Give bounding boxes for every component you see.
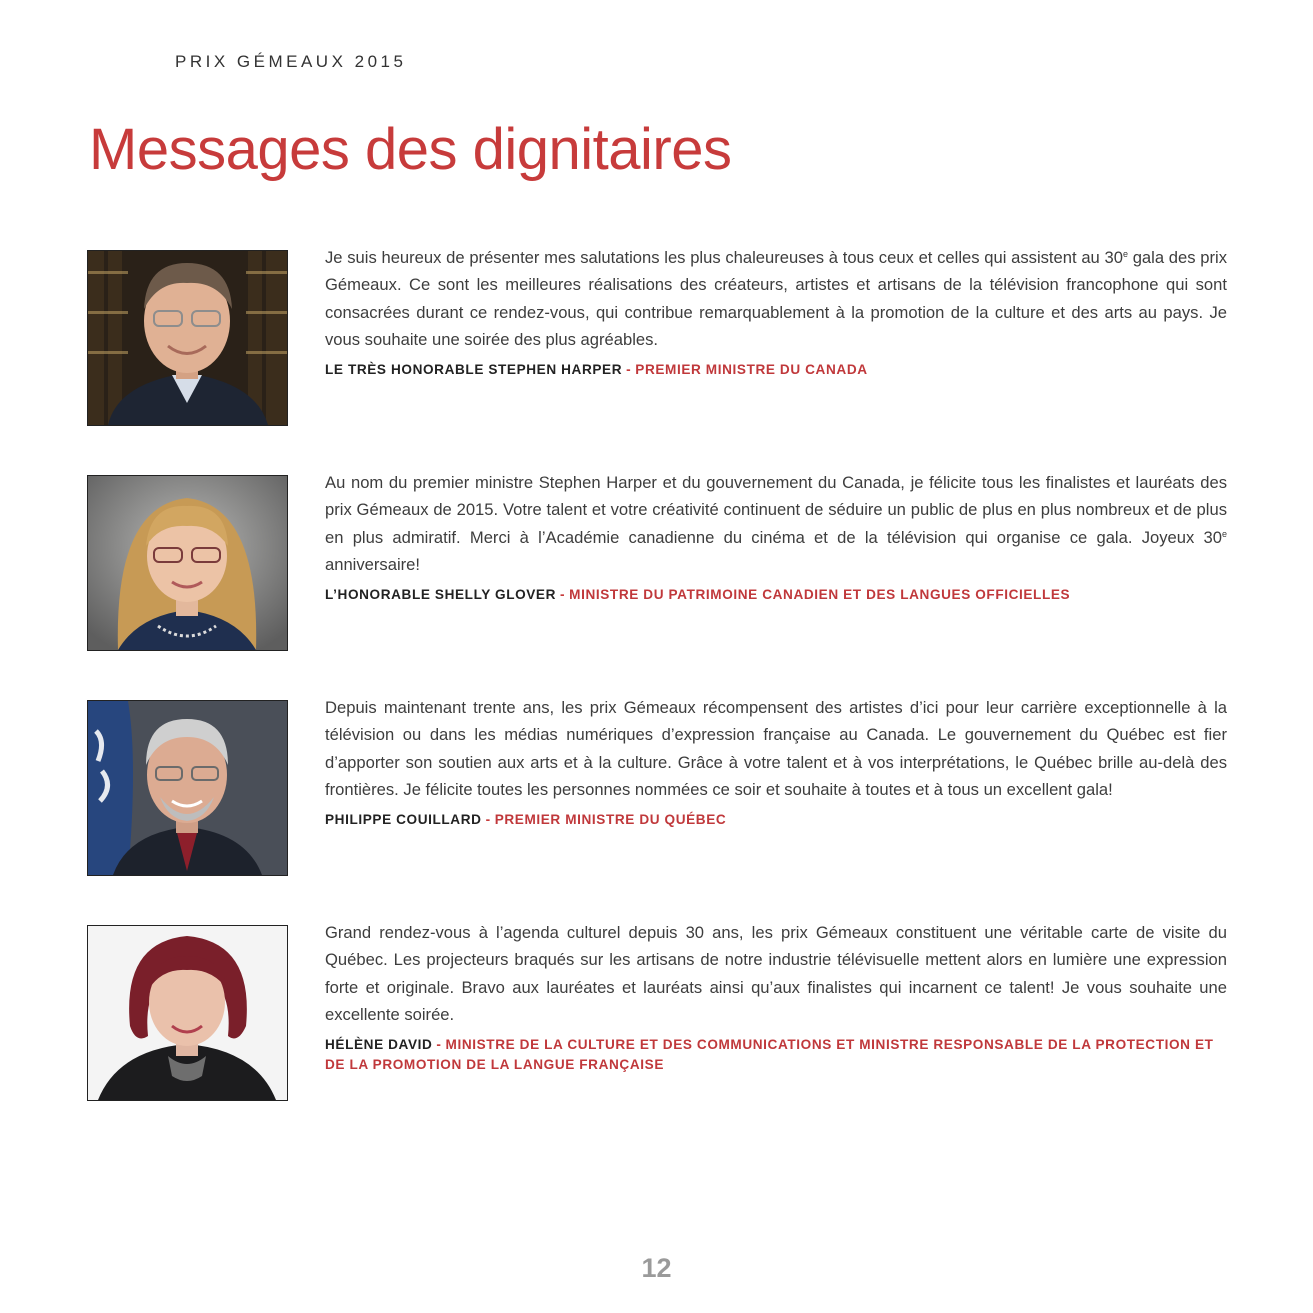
signatory-role: PREMIER MINISTRE DU QUÉBEC	[494, 811, 727, 827]
signatory-name: LE TRÈS HONORABLE STEPHEN HARPER	[325, 361, 623, 377]
message-text: Grand rendez-vous à l’agenda culturel depuis 30 ans, les prix Gémeaux constituent une véritable carte de visite du Québec. Les projecteurs braqués sur les artisans de notre industrie télévisuelle mettent alors en lumière une expression forte et originale. Bravo aux lauréates et lauréats ainsi qu’aux finalistes qui incarnent ce talent! Je vous souhaite une excellente soirée.	[325, 923, 1227, 1025]
running-header: PRIX GÉMEAUX 2015	[175, 52, 407, 71]
signature-separator: -	[560, 586, 566, 602]
signature-separator: -	[485, 811, 491, 827]
page-title: Messages des dignitaires	[89, 117, 732, 182]
message-text: Depuis maintenant trente ans, les prix Gémeaux récompensent des artistes d’ici pour leur carrière exceptionnelle à la télévision ou dans les médias numériques d’expression française au Canada. Le gouvernement du Québec est fier d’apporter son soutien aux arts et à la culture. Grâce à votre talent et à vos interprétations, le Québec brille au-delà des frontières. Je félicite toutes les personnes nommées ce soir et souhaite à toutes et à tous un excellent gala!	[325, 698, 1227, 800]
message-block	[87, 925, 1229, 1101]
message-block	[87, 475, 1229, 651]
signatory-role: PREMIER MINISTRE DU CANADA	[635, 361, 868, 377]
portrait-photo	[87, 250, 288, 426]
message-block	[87, 250, 1229, 426]
signature-separator: -	[626, 361, 632, 377]
signature	[325, 360, 1227, 380]
signature	[325, 810, 1227, 830]
signatory-role: MINISTRE DE LA CULTURE ET DES COMMUNICATIONS ET MINISTRE RESPONSABLE DE LA PROTECTION ET DE LA PROMOTION DE LA LANGUE FRANÇAISE	[325, 1036, 1214, 1072]
message-block	[87, 700, 1229, 876]
message-text: Je suis heureux de présenter mes salutations les plus chaleureuses à tous ceux et celles qui assistent au 30e gala des prix Gémeaux. Ce sont les meilleures réalisations des créateurs, artistes et artisans de la télévision francophone qui sont consacrées durant ce rendez-vous, qui contribue remarquablement à la promotion de la culture et des arts au pays. Je vous souhaite une soirée des plus agréables.	[325, 248, 1228, 350]
signatory-role: MINISTRE DU PATRIMOINE CANADIEN ET DES LANGUES OFFICIELLES	[569, 586, 1071, 602]
portrait-photo	[87, 475, 288, 651]
portrait-photo	[87, 925, 288, 1101]
signatory-name: PHILIPPE COUILLARD	[325, 811, 482, 827]
signature	[325, 1035, 1227, 1075]
portrait-photo	[87, 700, 288, 876]
signatory-name: L’HONORABLE SHELLY GLOVER	[325, 586, 557, 602]
signatory-name: HÉLÈNE DAVID	[325, 1036, 433, 1052]
signature	[325, 585, 1227, 605]
message-text: Au nom du premier ministre Stephen Harper et du gouvernement du Canada, je félicite tous les finalistes et lauréats des prix Gémeaux de 2015. Votre talent et votre créativité continuent de séduire un public de plus en plus nombreux et de plus en plus admiratif. Merci à l’Académie canadienne du cinéma et de la télévision qui organise ce gala. Joyeux 30e anniversaire!	[325, 473, 1227, 575]
signature-separator: -	[436, 1036, 442, 1052]
page-number: 12	[641, 1253, 672, 1283]
